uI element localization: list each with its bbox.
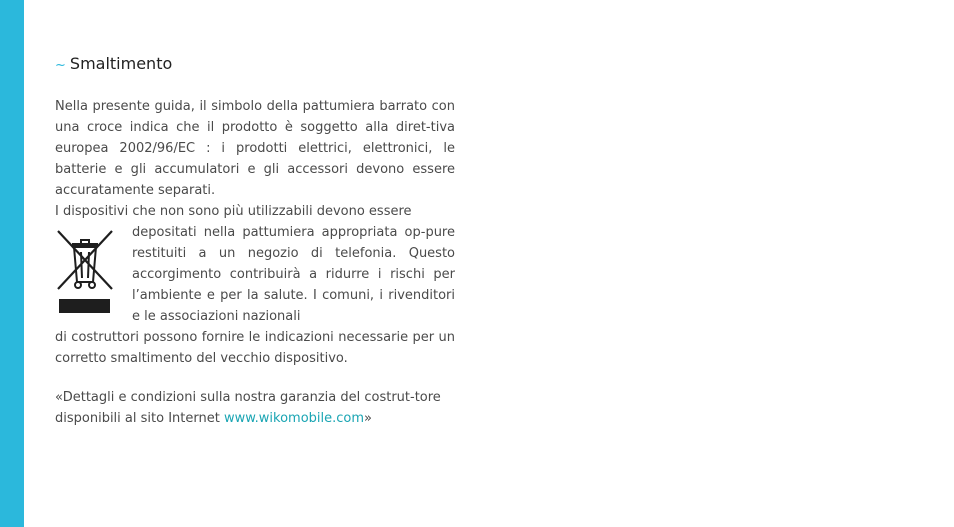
warranty-text: «Dettagli e condizioni sulla nostra garanzia del costrut-tore disponibili al sito Internet xyxy=(55,390,441,426)
paragraph-directive: Nella presente guida, il simbolo della pattumiera barrato con una croce indica che il prodotto è soggetto alla diret-tiva europea 2002/96/EC : i prodotti elettrici, elettronici, le batterie e gli accumulatori e gli accessori devono essere accuratamente separati. xyxy=(55,99,455,198)
heading-tilde: ~ xyxy=(55,58,66,73)
side-accent-bar xyxy=(0,0,24,527)
warranty-closing-quote: » xyxy=(364,411,373,426)
website-link[interactable]: www.wikomobile.com xyxy=(223,411,365,426)
paragraph-disposal-wrapped: depositati nella pattumiera appropriata op-pure restituiti a un negozio di telefonia. Questo accorgimento contribuirà a ridurre i rischi per l’ambiente e per la salute. I comuni, i rivenditori e le associazioni nazionali xyxy=(132,225,455,324)
paragraph-disposal-line1: I dispositivi che non sono più utilizzabili devono essere xyxy=(55,204,412,219)
section-heading xyxy=(55,53,172,77)
heading-title: Smaltimento xyxy=(69,54,173,73)
paragraph-warranty xyxy=(55,387,455,429)
bin-underline-bar xyxy=(59,299,110,313)
crossed-bin-icon xyxy=(55,228,115,292)
paragraph-disposal-rest: di costruttori possono fornire le indicazioni necessarie per un corretto smaltimento del vecchio dispositivo. xyxy=(55,330,455,366)
